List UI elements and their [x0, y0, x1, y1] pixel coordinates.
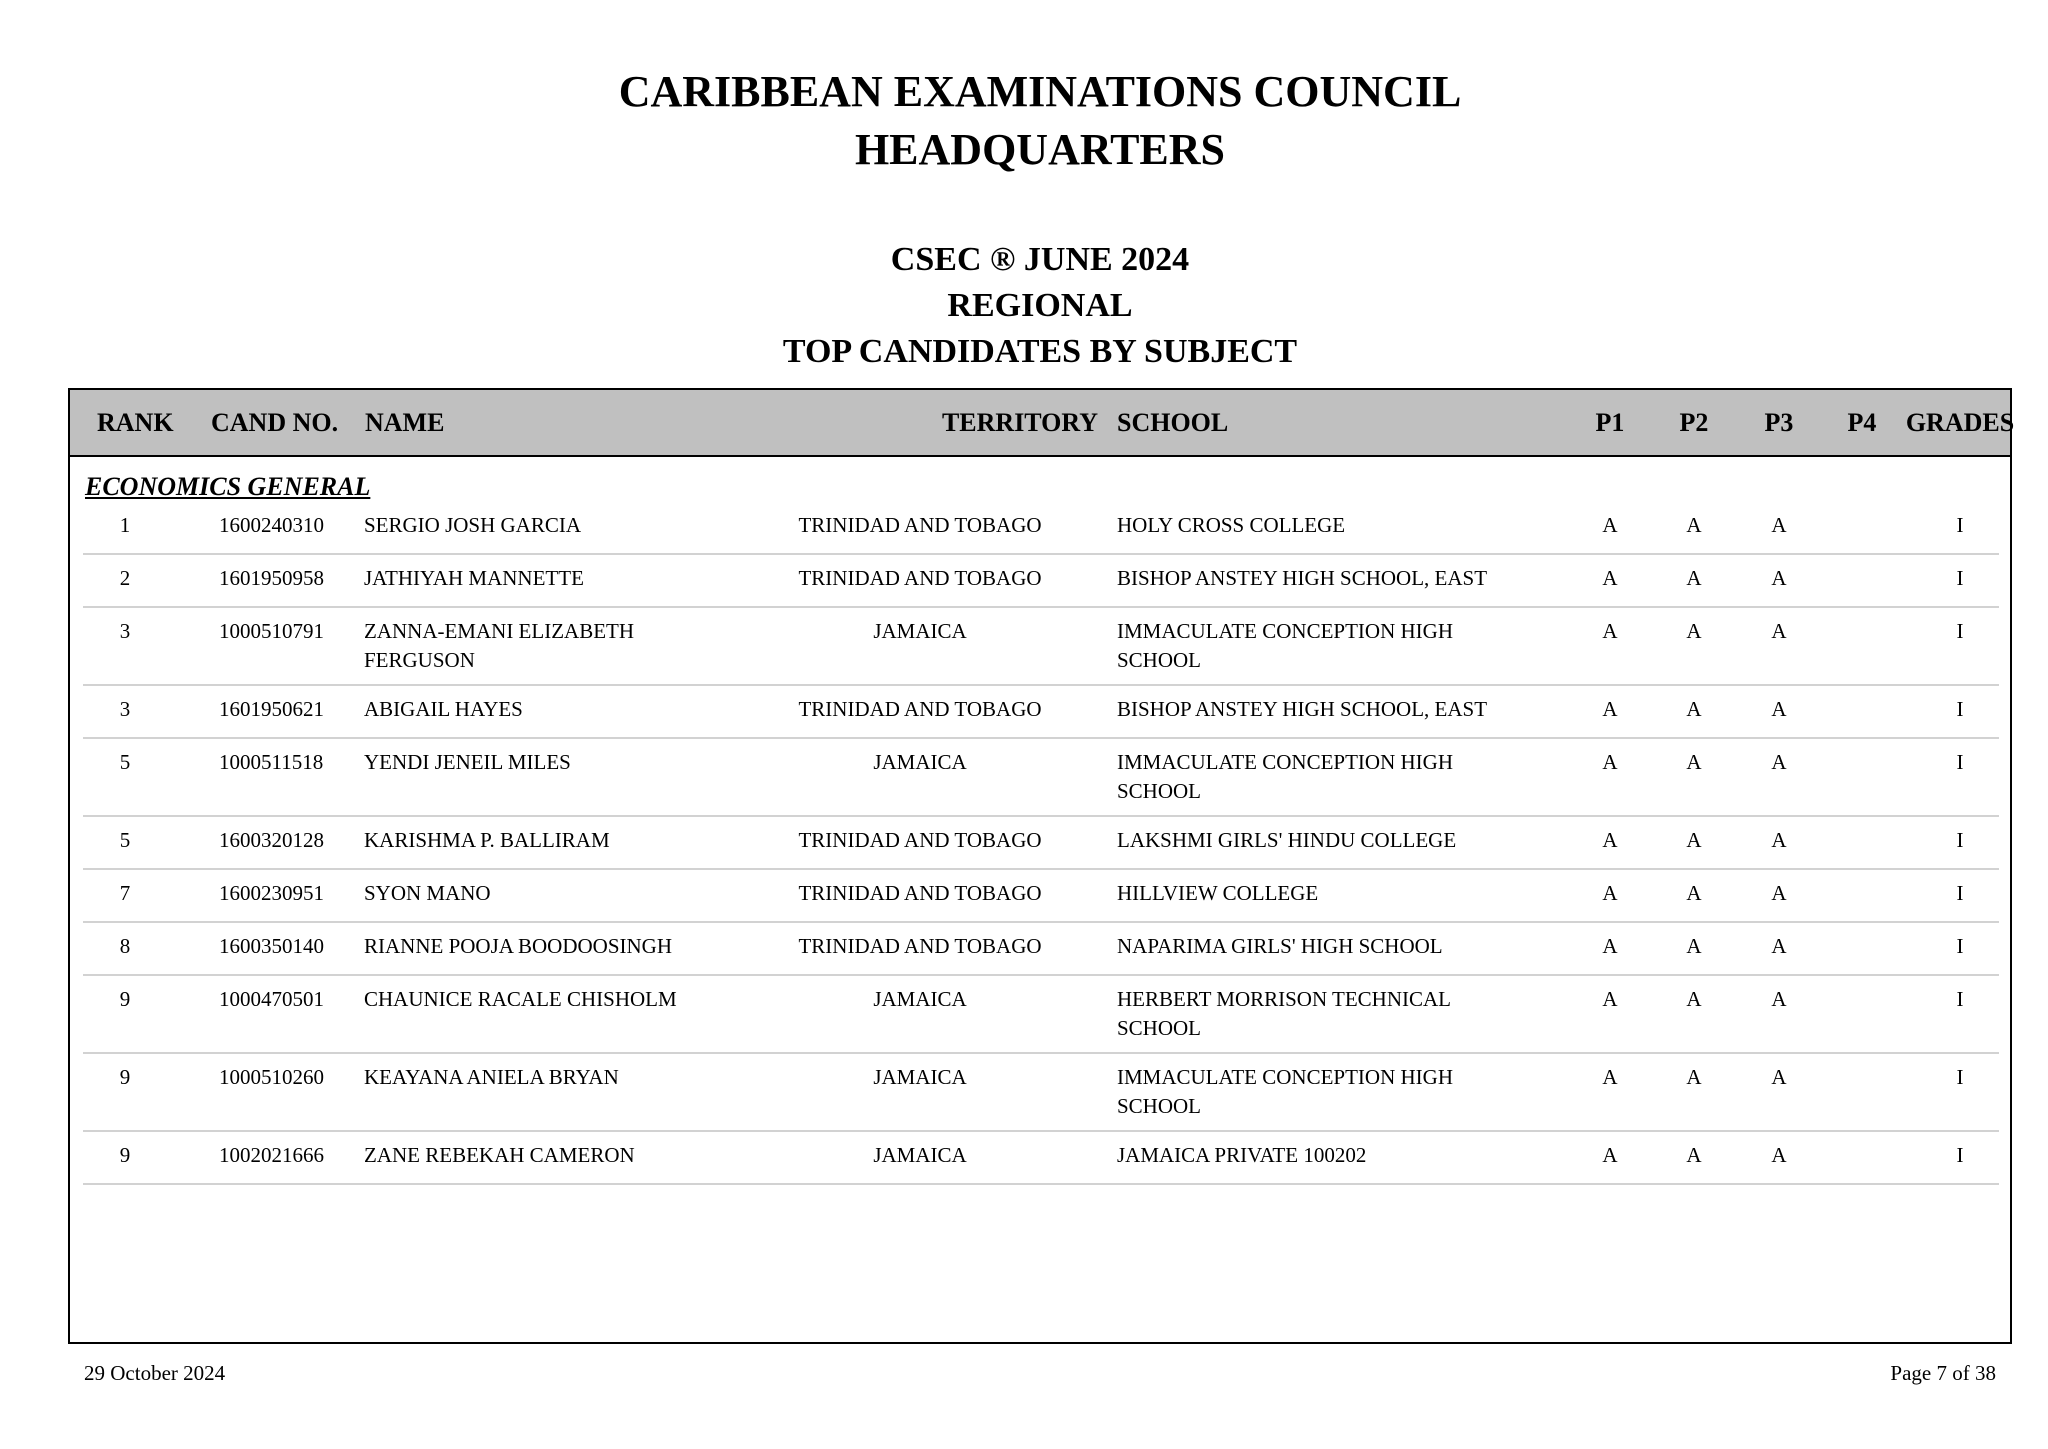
- cell-school: HERBERT MORRISON TECHNICAL SCHOOL: [1117, 987, 1451, 1040]
- cell-grade: I: [1956, 513, 1964, 537]
- cell-name: SYON MANO: [364, 881, 491, 905]
- cell-cand-no: 1002021666: [219, 1143, 324, 1167]
- cell-rank: 3: [119, 697, 131, 721]
- cell-p1: A: [1602, 987, 1618, 1011]
- cell-p3: A: [1771, 697, 1787, 721]
- cell-p3: A: [1771, 750, 1787, 774]
- cell-rank: 9: [119, 1143, 131, 1167]
- cell-p3: A: [1771, 934, 1787, 958]
- cell-grade: I: [1956, 987, 1964, 1011]
- cell-p2: A: [1686, 697, 1702, 721]
- cell-p2: A: [1686, 513, 1702, 537]
- cell-p1: A: [1602, 619, 1618, 643]
- table-body: [83, 502, 1999, 1185]
- cell-school: NAPARIMA GIRLS' HIGH SCHOOL: [1117, 934, 1443, 958]
- cell-cand-no: 1000470501: [219, 987, 324, 1011]
- cell-name: ABIGAIL HAYES: [364, 697, 523, 721]
- cell-p3: A: [1771, 619, 1787, 643]
- cell-p1: A: [1602, 1143, 1618, 1167]
- cell-territory: JAMAICA: [873, 1065, 967, 1089]
- cell-school: JAMAICA PRIVATE 100202: [1117, 1143, 1367, 1167]
- cell-p1: A: [1602, 934, 1618, 958]
- cell-p3: A: [1771, 1065, 1787, 1089]
- cell-territory: TRINIDAD AND TOBAGO: [798, 881, 1042, 905]
- cell-cand-no: 1600240310: [219, 513, 324, 537]
- cell-p1: A: [1602, 566, 1618, 590]
- cell-p1: A: [1602, 828, 1618, 852]
- cell-rank: 5: [119, 828, 131, 852]
- cell-cand-no: 1000511518: [219, 750, 324, 774]
- cell-p3: A: [1771, 566, 1787, 590]
- table-row: [83, 502, 1999, 555]
- column-header-p3: P3: [1764, 408, 1794, 437]
- cell-name: YENDI JENEIL MILES: [364, 750, 571, 774]
- cell-grade: I: [1956, 566, 1964, 590]
- cell-cand-no: 1601950958: [219, 566, 324, 590]
- cell-name: SERGIO JOSH GARCIA: [364, 513, 582, 537]
- column-header-territory: TERRITORY: [941, 408, 1099, 437]
- table-header: [70, 390, 2015, 457]
- organization-subtitle: HEADQUARTERS: [854, 125, 1226, 174]
- table-row: [83, 739, 1999, 817]
- results-table: [68, 388, 2015, 1344]
- cell-cand-no: 1000510791: [219, 619, 324, 643]
- cell-p2: A: [1686, 1143, 1702, 1167]
- cell-name: KARISHMA P. BALLIRAM: [364, 828, 610, 852]
- cell-territory: TRINIDAD AND TOBAGO: [798, 697, 1042, 721]
- cell-territory: JAMAICA: [873, 750, 967, 774]
- cell-name: RIANNE POOJA BOODOOSINGH: [364, 934, 673, 958]
- cell-p2: A: [1686, 881, 1702, 905]
- cell-p3: A: [1771, 1143, 1787, 1167]
- cell-p2: A: [1686, 750, 1702, 774]
- table-row: [83, 870, 1999, 923]
- table-row: [83, 817, 1999, 870]
- cell-grade: I: [1956, 1143, 1964, 1167]
- cell-p2: A: [1686, 934, 1702, 958]
- cell-school: BISHOP ANSTEY HIGH SCHOOL, EAST: [1117, 697, 1488, 721]
- table-row: [83, 1054, 1999, 1132]
- subject-heading: ECONOMICS GENERAL: [85, 472, 371, 501]
- cell-cand-no: 1601950621: [219, 697, 324, 721]
- cell-p2: A: [1686, 566, 1702, 590]
- cell-cand-no: 1600350140: [219, 934, 324, 958]
- cell-name: CHAUNICE RACALE CHISHOLM: [364, 987, 677, 1011]
- cell-rank: 9: [119, 1065, 131, 1089]
- cell-territory: TRINIDAD AND TOBAGO: [798, 934, 1042, 958]
- cell-p3: A: [1771, 881, 1787, 905]
- cell-p1: A: [1602, 513, 1618, 537]
- cell-territory: JAMAICA: [873, 619, 967, 643]
- cell-p3: A: [1771, 513, 1787, 537]
- footer-date: 29 October 2024: [84, 1361, 226, 1385]
- column-header-name: NAME: [365, 408, 445, 437]
- cell-rank: 7: [119, 881, 131, 905]
- column-header-rank: RANK: [97, 408, 174, 437]
- table-row: [83, 923, 1999, 976]
- cell-rank: 2: [119, 566, 131, 590]
- cell-cand-no: 1600230951: [219, 881, 324, 905]
- cell-territory: JAMAICA: [873, 1143, 967, 1167]
- cell-rank: 8: [119, 934, 131, 958]
- cell-grade: I: [1956, 934, 1964, 958]
- cell-p2: A: [1686, 619, 1702, 643]
- report-header: [0, 63, 2048, 179]
- cell-name: JATHIYAH MANNETTE: [364, 566, 584, 590]
- table-row: [83, 1132, 1999, 1185]
- cell-territory: TRINIDAD AND TOBAGO: [798, 828, 1042, 852]
- cell-school: BISHOP ANSTEY HIGH SCHOOL, EAST: [1117, 566, 1488, 590]
- cell-grade: I: [1956, 1065, 1964, 1089]
- column-header-p1: P1: [1595, 408, 1625, 437]
- cell-rank: 1: [119, 513, 131, 537]
- cell-territory: TRINIDAD AND TOBAGO: [798, 513, 1042, 537]
- cell-grade: I: [1956, 619, 1964, 643]
- cell-p2: A: [1686, 828, 1702, 852]
- cell-p3: A: [1771, 828, 1787, 852]
- cell-territory: TRINIDAD AND TOBAGO: [798, 566, 1042, 590]
- cell-name: KEAYANA ANIELA BRYAN: [364, 1065, 619, 1089]
- cell-cand-no: 1000510260: [219, 1065, 324, 1089]
- cell-school: LAKSHMI GIRLS' HINDU COLLEGE: [1117, 828, 1457, 852]
- cell-rank: 5: [119, 750, 131, 774]
- cell-p1: A: [1602, 881, 1618, 905]
- cell-grade: I: [1956, 697, 1964, 721]
- cell-grade: I: [1956, 750, 1964, 774]
- report-subheader: [0, 237, 2048, 375]
- table-row: [83, 686, 1999, 739]
- column-header-cand-no: CAND NO.: [211, 408, 339, 437]
- cell-school: HOLY CROSS COLLEGE: [1117, 513, 1346, 537]
- cell-p1: A: [1602, 750, 1618, 774]
- cell-cand-no: 1600320128: [219, 828, 324, 852]
- cell-school: IMMACULATE CONCEPTION HIGH SCHOOL: [1117, 1065, 1453, 1118]
- exam-title: CSEC ® JUNE 2024: [890, 241, 1190, 278]
- scope-title: REGIONAL: [947, 287, 1133, 324]
- cell-p1: A: [1602, 1065, 1618, 1089]
- column-header-grades: GRADES: [1905, 408, 2015, 437]
- column-header-p2: P2: [1679, 408, 1709, 437]
- column-header-school: SCHOOL: [1117, 408, 1229, 437]
- cell-school: HILLVIEW COLLEGE: [1117, 881, 1319, 905]
- cell-p3: A: [1771, 987, 1787, 1011]
- column-header-p4: P4: [1847, 408, 1877, 437]
- table-row: [83, 608, 1999, 686]
- cell-rank: 9: [119, 987, 131, 1011]
- table-row: [83, 555, 1999, 608]
- cell-territory: JAMAICA: [873, 987, 967, 1011]
- cell-school: IMMACULATE CONCEPTION HIGH SCHOOL: [1117, 619, 1453, 672]
- organization-title: CARIBBEAN EXAMINATIONS COUNCIL: [618, 67, 1462, 116]
- cell-p2: A: [1686, 1065, 1702, 1089]
- table-row: [83, 976, 1999, 1054]
- cell-p2: A: [1686, 987, 1702, 1011]
- cell-rank: 3: [119, 619, 131, 643]
- cell-p1: A: [1602, 697, 1618, 721]
- cell-name: ZANE REBEKAH CAMERON: [364, 1143, 635, 1167]
- cell-grade: I: [1956, 828, 1964, 852]
- footer-page-number: Page 7 of 38: [1890, 1361, 1996, 1385]
- cell-grade: I: [1956, 881, 1964, 905]
- report-title: TOP CANDIDATES BY SUBJECT: [782, 333, 1298, 370]
- cell-name: ZANNA-EMANI ELIZABETH FERGUSON: [364, 619, 635, 672]
- cell-school: IMMACULATE CONCEPTION HIGH SCHOOL: [1117, 750, 1453, 803]
